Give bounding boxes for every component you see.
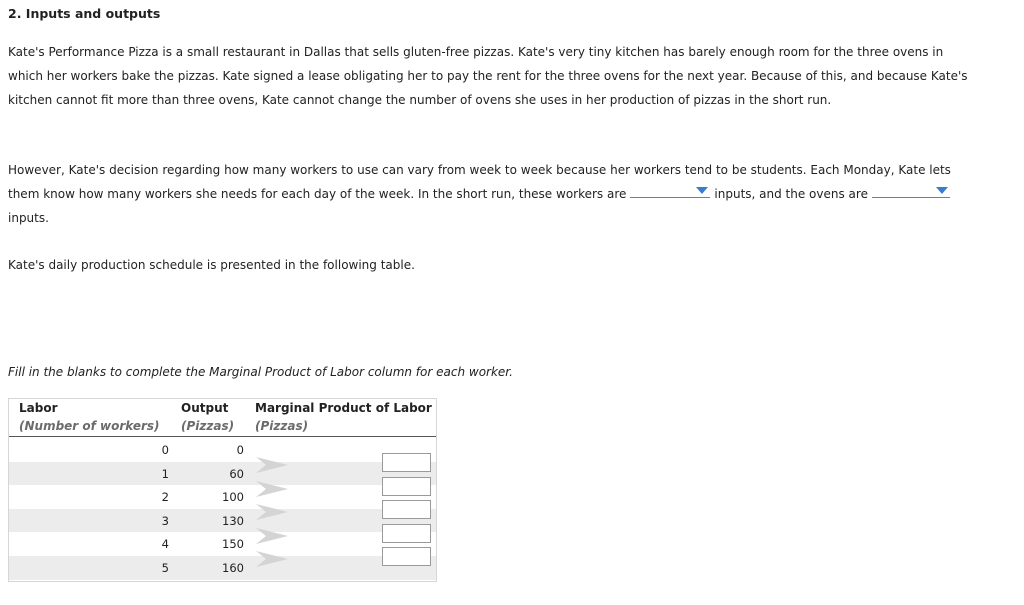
table-row [9,532,436,556]
question-title: 2. Inputs and outputs [8,6,161,21]
labor-cell: 1 [161,466,169,481]
output-cell: 150 [222,537,244,552]
table-row [9,462,436,486]
labor-cell: 4 [161,537,169,552]
labor-header-unit: (Number of workers) [19,419,160,433]
labor-header [19,399,160,435]
table-row [9,438,436,462]
inputs-text-middle: inputs, and the ovens are [714,186,868,201]
chevron-right-icon [256,504,288,520]
output-header [181,399,234,435]
output-cell: 130 [222,513,244,528]
inputs-text-after: inputs. [8,210,49,225]
chevron-right-icon [256,481,288,497]
output-cell: 160 [222,561,244,575]
inputs-paragraph [8,159,968,230]
instruction-text: Fill in the blanks to complete the Marginal Product of Labor column for each worker. [8,365,513,379]
chevron-down-icon [696,187,708,194]
production-table [8,398,437,582]
intro-paragraph: Kate's Performance Pizza is a small restaurant in Dallas that sells gluten-free pizzas. Kate's very tiny kitchen has barely enough room for the three ovens in which her workers bake the pizzas. Kate signed a lease obligating her to pay the rent for the three ovens for the next year. Because of this, and because Kate's kitchen cannot fit more than three ovens, Kate cannot change the number of ovens she uses in her production of pizzas in the short run. [8,45,968,107]
labor-cell: 0 [161,443,169,457]
ovens-input-type-dropdown[interactable] [872,183,950,198]
labor-cell: 2 [161,490,169,505]
workers-input-type-dropdown[interactable] [630,183,710,198]
output-cell: 60 [229,466,244,481]
labor-cell: 3 [161,513,169,528]
mpl-input-worker-2[interactable] [382,477,431,496]
mpl-input-worker-4[interactable] [382,524,431,543]
chevron-down-icon [936,187,948,194]
mpl-input-worker-5[interactable] [382,547,431,566]
chevron-right-icon [256,457,288,473]
output-header-unit: (Pizzas) [181,419,235,433]
mpl-header-label: Marginal Product of Labor [255,401,432,415]
chevron-right-icon [256,551,288,567]
output-header-label: Output [181,401,229,415]
mpl-header [255,399,432,435]
inputs-text-before: However, Kate's decision regarding how many workers to use can vary from week to week because her workers tend to be students. Each Monday, Kate lets them know how many workers she needs for each day of the week. In the short run, these workers are [8,163,951,201]
labor-cell: 5 [161,561,169,575]
schedule-paragraph: Kate's daily production schedule is presented in the following table. [8,258,415,272]
table-row [9,556,436,580]
mpl-header-unit: (Pizzas) [255,419,309,433]
chevron-right-icon [256,528,288,544]
table-row [9,485,436,509]
table-row [9,509,436,533]
labor-header-label: Labor [19,401,58,415]
mpl-input-worker-3[interactable] [382,500,431,519]
header-divider [9,436,436,437]
output-cell: 0 [236,443,244,457]
output-cell: 100 [222,490,244,505]
mpl-input-worker-1[interactable] [382,453,431,472]
